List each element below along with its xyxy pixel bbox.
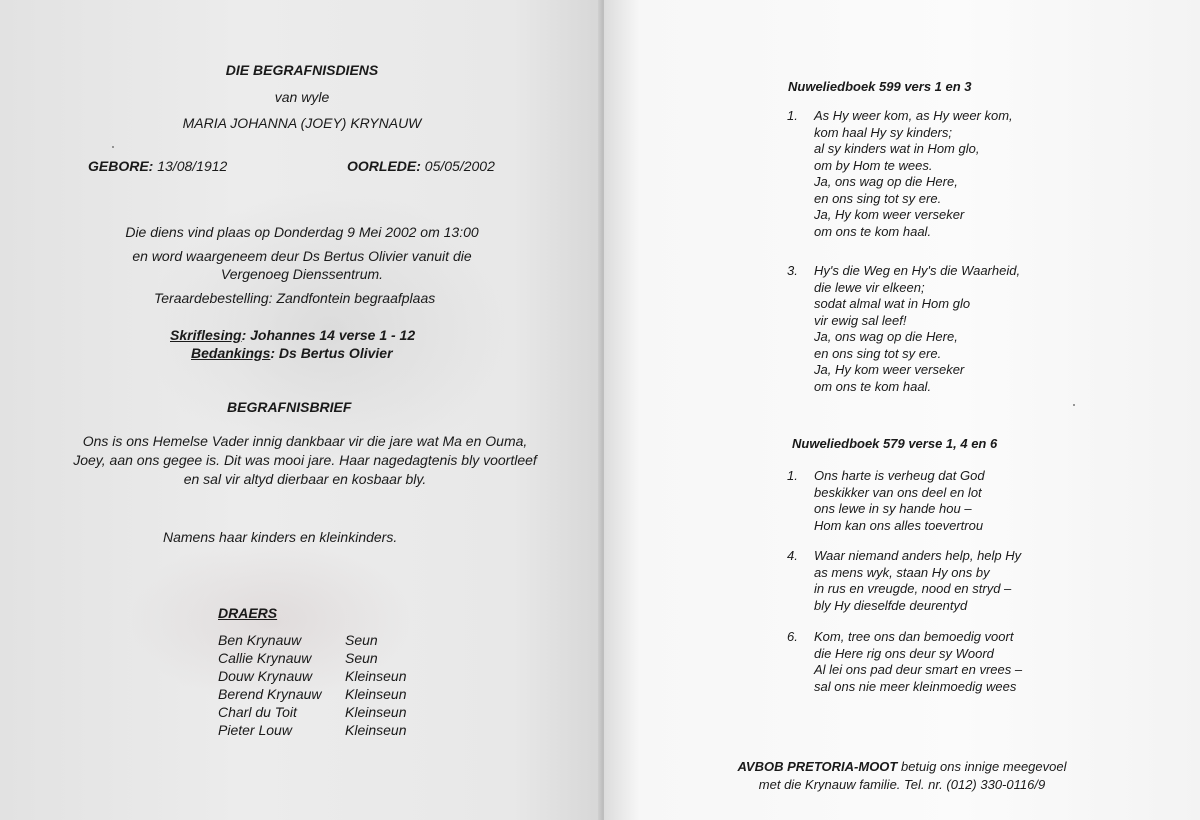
- died-label: OORLEDE:: [347, 158, 421, 174]
- letter-signoff: Namens haar kinders en kleinkinders.: [163, 529, 398, 545]
- letter-heading: BEGRAFNISBRIEF: [227, 399, 352, 415]
- service-line-2: en word waargeneem deur Ds Bertus Olivier vanuit die: [132, 248, 472, 264]
- verse-line: en ons sing tot sy ere.: [814, 345, 942, 361]
- verse-line: en ons sing tot sy ere.: [814, 190, 942, 206]
- footer-message: betuig ons innige meegevoel: [897, 759, 1067, 774]
- bearer-relation: Kleinseun: [345, 686, 407, 702]
- bearers-heading: DRAERS: [218, 605, 278, 621]
- verse-line: om by Hom te wees.: [814, 157, 933, 173]
- hymn-1-title: Nuweliedboek 599 vers 1 en 3: [788, 79, 972, 94]
- speck-mark: [112, 146, 114, 148]
- bearer-name: Charl du Toit: [218, 704, 297, 720]
- burial-place: Teraardebestelling: Zandfontein begraafplaas: [154, 290, 436, 306]
- verse-line: om ons te kom haal.: [814, 223, 932, 239]
- verse-line: Ja, Hy kom weer verseker: [814, 207, 965, 222]
- bearer-row: [218, 704, 407, 722]
- verse-number: 3.: [787, 263, 798, 278]
- hymn-2-verse-4: [787, 548, 1087, 616]
- service-line-3: Vergenoeg Dienssentrum.: [220, 266, 384, 282]
- bearer-name: Pieter Louw: [218, 722, 292, 738]
- born-value: 13/08/1912: [157, 158, 228, 174]
- deceased-name: MARIA JOHANNA (JOEY) KRYNAUW: [182, 115, 422, 131]
- bearer-relation: Kleinseun: [345, 722, 407, 738]
- service-line-1: Die diens vind plaas op Donderdag 9 Mei 2002 om 13:00: [125, 224, 479, 240]
- bearer-name: Callie Krynauw: [218, 650, 312, 666]
- hymn-1-verse-3: [787, 263, 1087, 398]
- verse-line: die lewe vir elkeen;: [814, 279, 925, 295]
- verse-line: bly Hy dieselfde deurentyd: [814, 597, 968, 613]
- bearer-name: Berend Krynauw: [218, 686, 322, 702]
- verse-line: Hom kan ons alles toevertrou: [814, 517, 984, 533]
- verse-line: ons lewe in sy hande hou –: [814, 501, 972, 516]
- verse-line: sodat almal wat in Hom glo: [814, 296, 971, 311]
- born-date: [88, 158, 227, 174]
- verse-line: al sy kinders wat in Hom glo,: [814, 141, 980, 156]
- verse-number: 1.: [787, 468, 798, 483]
- verse-line: om ons te kom haal.: [814, 378, 932, 394]
- speck-mark: [1073, 404, 1075, 406]
- verse-line: Hy's die Weg en Hy's die Waarheid,: [814, 263, 1021, 278]
- verse-line: sal ons nie meer kleinmoedig wees: [814, 678, 1017, 694]
- verse-line: in rus en vreugde, nood en stryd –: [814, 581, 1012, 596]
- died-date: [347, 158, 495, 174]
- bearer-row: [218, 668, 407, 686]
- verse-number: 1.: [787, 108, 798, 123]
- verse-line: Kom, tree ons dan bemoedig voort: [814, 629, 1014, 644]
- hymn-2-verse-6: [787, 629, 1087, 697]
- hymn-2-title: Nuweliedboek 579 verse 1, 4 en 6: [792, 436, 998, 451]
- verse-number: 6.: [787, 629, 798, 644]
- hymn-1-verse-1: [787, 108, 1087, 243]
- programme-title: DIE BEGRAFNISDIENS: [225, 62, 379, 78]
- bearer-row: [218, 632, 407, 650]
- verse-number: 4.: [787, 548, 798, 563]
- bearer-relation: Seun: [345, 650, 378, 666]
- verse-line: beskikker van ons deel en lot: [814, 484, 982, 500]
- bearer-relation: Kleinseun: [345, 704, 407, 720]
- verse-line: Al lei ons pad deur smart en vrees –: [814, 662, 1023, 677]
- verse-line: kom haal Hy sy kinders;: [814, 124, 952, 140]
- scripture-reading: [170, 327, 415, 343]
- bearer-relation: Seun: [345, 632, 378, 648]
- verse-line: As Hy weer kom, as Hy weer kom,: [814, 108, 1013, 123]
- footer-line-1: [604, 758, 1200, 776]
- verse-line: Ja, Hy kom weer verseker: [814, 362, 965, 377]
- bearer-name: Douw Krynauw: [218, 668, 313, 684]
- programme-subtitle: van wyle: [274, 89, 330, 105]
- thanks-label: Bedankings: [191, 345, 271, 361]
- scripture-value: : Johannes 14 verse 1 - 12: [241, 327, 416, 343]
- bearer-relation: Kleinseun: [345, 668, 407, 684]
- born-label: GEBORE:: [88, 158, 154, 174]
- thanks-line: [191, 345, 393, 361]
- died-value: 05/05/2002: [424, 158, 495, 174]
- bearers-table: [218, 632, 407, 740]
- footer-company: AVBOB PRETORIA-MOOT: [737, 759, 898, 774]
- bearer-name: Ben Krynauw: [218, 632, 302, 648]
- verse-line: Waar niemand anders help, help Hy: [814, 548, 1022, 563]
- verse-line: die Here rig ons deur sy Woord: [814, 645, 994, 661]
- verse-line: vir ewig sal leef!: [814, 312, 907, 328]
- hymn-2-verse-1: [787, 468, 1087, 536]
- verse-line: as mens wyk, staan Hy ons by: [814, 564, 990, 580]
- verse-line: Ja, ons wag op die Here,: [814, 329, 958, 344]
- verse-line: Ja, ons wag op die Here,: [814, 174, 958, 189]
- verse-line: Ons harte is verheug dat God: [814, 468, 985, 483]
- bearer-row: [218, 722, 407, 740]
- letter-text: Ons is ons Hemelse Vader innig dankbaar vir die jare wat Ma en Ouma, Joey, aan ons gegee is. Dit was mooi jare. Haar nagedagtenis bly voortleef en sal vir altyd dierbaar en kosbaar bly.: [73, 433, 537, 487]
- footer-line-2: met die Krynauw familie. Tel. nr. (012) 330-0116/9: [758, 777, 1046, 792]
- bearer-row: [218, 686, 407, 704]
- scripture-label: Skriflesing: [170, 327, 242, 343]
- condolence-footer: [604, 758, 1200, 794]
- thanks-value: : Ds Bertus Olivier: [270, 345, 393, 361]
- bearer-row: [218, 650, 407, 668]
